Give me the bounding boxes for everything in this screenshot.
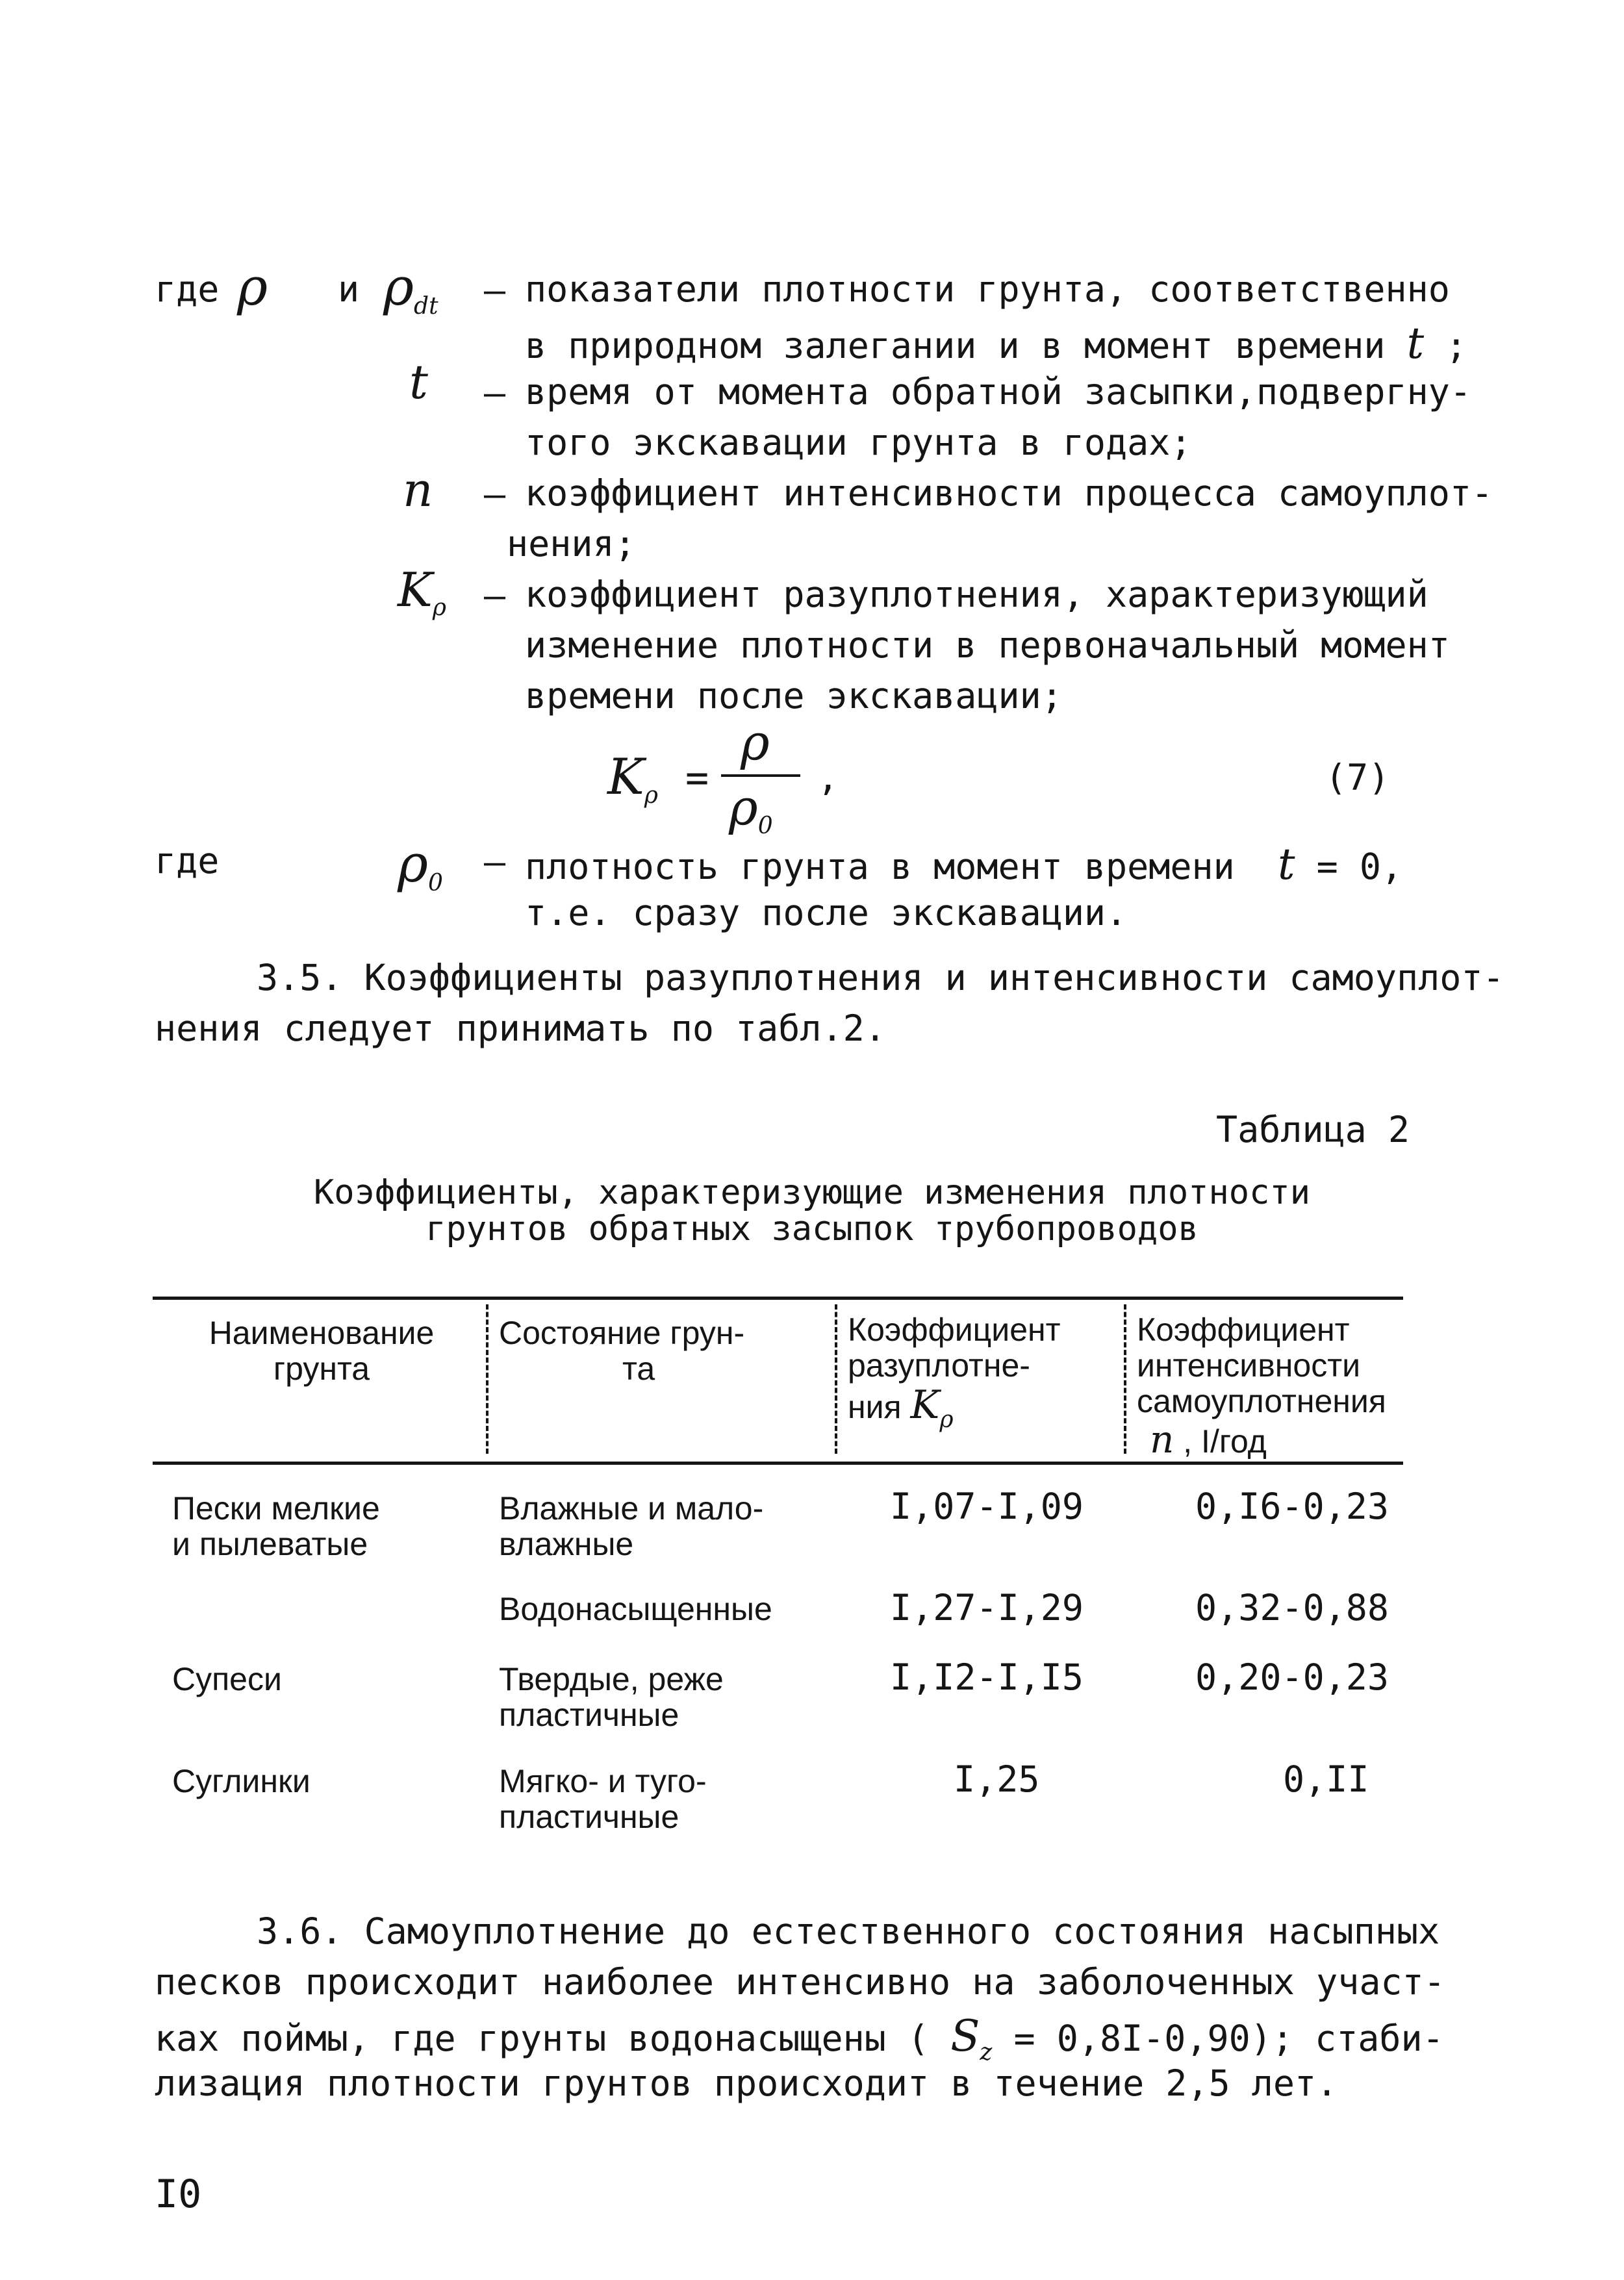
table-cell-state: Мягко- и туго- пластичные	[499, 1763, 707, 1835]
table-cell-kp: I,25	[954, 1758, 1040, 1800]
table-cell-kp: I,07-I,09	[890, 1486, 1084, 1527]
def3-line1: коэффициент интенсивности процесса самоуплот-	[525, 472, 1493, 514]
column-separator	[1124, 1304, 1126, 1454]
table-label: Таблица 2	[1216, 1109, 1410, 1150]
dash: –	[484, 372, 506, 414]
symbol-t: t	[409, 355, 428, 409]
and-label: и	[338, 268, 360, 310]
table-cell-kp: I,27-I,29	[890, 1587, 1084, 1628]
def4-line3: времени после экскавации;	[525, 675, 1063, 716]
def3-line2: нения;	[507, 523, 636, 564]
def1-line2: в природном залегании и в момент времени t ;	[525, 318, 1467, 368]
table-cell-n: 0,II	[1283, 1758, 1369, 1800]
table-top-rule	[153, 1297, 1403, 1300]
def1-line1: показатели плотности грунта, соответственно	[525, 268, 1450, 310]
where-label-2: где	[155, 840, 220, 881]
symbol-k-rho: $K_\rho$	[398, 563, 446, 621]
def4-line2: изменение плотности в первоначальный момент	[525, 624, 1450, 666]
table-title-line2: грунтов обратных засыпок трубопроводов	[425, 1210, 1199, 1248]
para-3-5-line2: нения следует принимать по табл.2.	[155, 1007, 886, 1049]
formula-equals: =	[685, 755, 709, 801]
para-3-6-line1: 3.6. Самоуплотнение до естественного состояния насыпных	[257, 1910, 1440, 1952]
symbol-n: n	[403, 462, 433, 517]
fraction-bar	[721, 774, 800, 777]
dash: –	[484, 575, 506, 616]
para-3-6-line4: лизация плотности грунтов происходит в течение 2,5 лет.	[155, 2062, 1338, 2104]
formula-lhs: $K_\rho$	[607, 748, 658, 809]
formula-comma: ,	[817, 757, 839, 798]
header-soil-name: Наименование грунта	[209, 1315, 435, 1387]
table-cell-n: 0,32-0,88	[1195, 1587, 1389, 1628]
formula-number: (7)	[1325, 757, 1390, 798]
formula-denominator: $\rho_0$	[729, 778, 773, 839]
def5-line1: плотность грунта в момент времени t = 0,	[525, 839, 1403, 889]
table-cell-state: Твердые, реже пластичные	[499, 1661, 724, 1733]
table-cell-state: Влажные и мало- влажные	[499, 1490, 764, 1562]
table-cell-n: 0,20-0,23	[1195, 1656, 1389, 1698]
def2-line2: того экскавации грунта в годах;	[525, 422, 1192, 463]
para-3-6-line2: песков происходит наиболее интенсивно на заболоченных участ-	[155, 1961, 1445, 2003]
table-cell-kp: I,I2-I,I5	[890, 1656, 1084, 1698]
table-cell-soil: Пески мелкие и пылеватые	[172, 1490, 380, 1562]
def4-line1: коэффициент разуплотнения, характеризующий	[525, 574, 1428, 615]
para-3-5-line1: 3.5. Коэффициенты разуплотнения и интенсивности самоуплот-	[257, 957, 1504, 998]
table-header-rule	[153, 1462, 1403, 1465]
symbol-rho: ρ	[237, 257, 268, 317]
page-number: I0	[155, 2172, 202, 2217]
symbol-rho-dt: $\rho_{dt}$	[383, 257, 438, 320]
where-label: где	[155, 268, 220, 310]
dash: –	[484, 841, 506, 883]
header-soil-state: Состояние грун- та	[499, 1315, 745, 1387]
table-cell-soil: Супеси	[172, 1661, 282, 1697]
header-kp: Коэффициент разуплотне- ния $K_\rho$	[848, 1311, 1061, 1433]
dash: –	[484, 474, 506, 515]
dash: –	[484, 270, 506, 311]
table-title-line1: Коэффициенты, характеризующие изменения плотности	[313, 1173, 1311, 1212]
table-cell-state: Водонасыщенные	[499, 1591, 772, 1627]
symbol-rho0: $\rho_0$	[398, 833, 443, 896]
def5-line2: т.е. сразу после экскавации.	[525, 892, 1128, 933]
column-separator	[486, 1304, 488, 1454]
header-n: Коэффициент интенсивности самоуплотнения n , I/год	[1137, 1311, 1386, 1462]
table-cell-soil: Суглинки	[172, 1763, 311, 1799]
formula-numerator: ρ	[741, 713, 770, 771]
para-3-6-line3: ках поймы, где грунты водонасыщены ( $S_z = 0,8I-0,90$); стаби-	[155, 2011, 1444, 2066]
table-cell-n: 0,I6-0,23	[1195, 1486, 1389, 1527]
def2-line1: время от момента обратной засыпки,подвергну-	[525, 371, 1471, 412]
column-separator	[835, 1304, 837, 1454]
